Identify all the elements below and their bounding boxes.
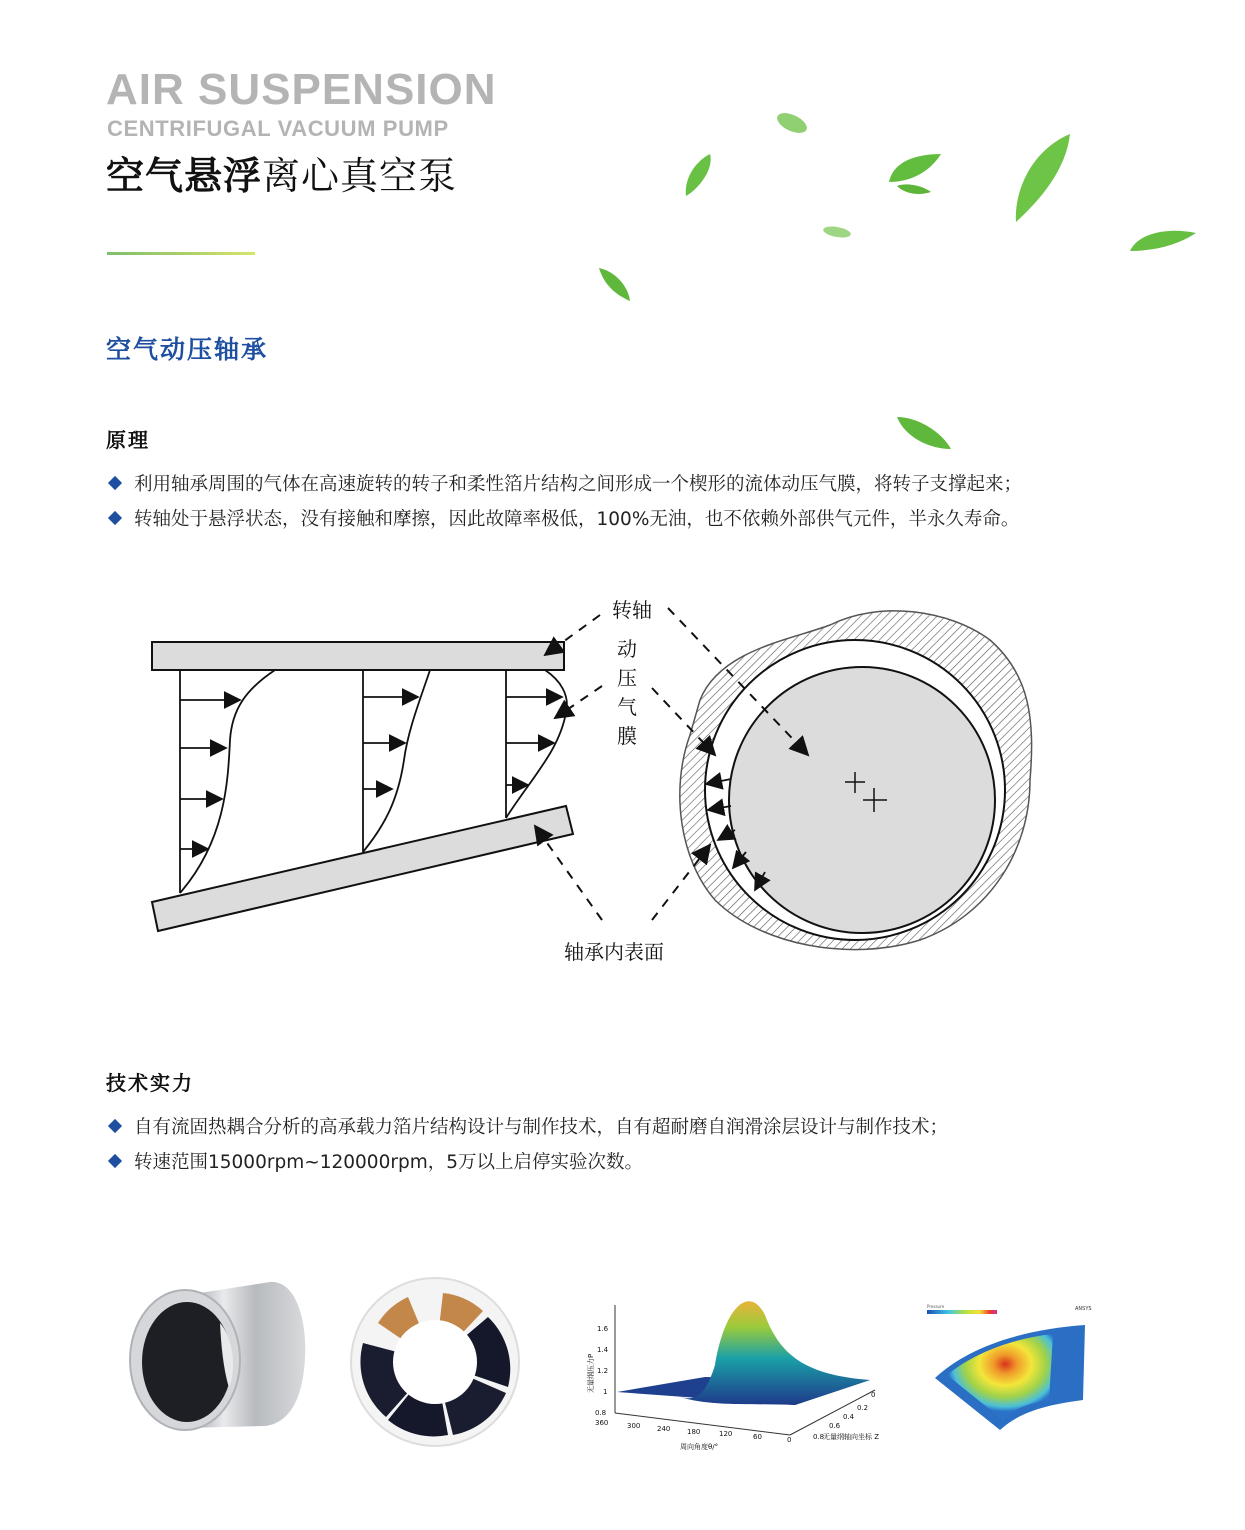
leaf-icon	[1128, 225, 1198, 255]
title-chinese	[106, 152, 457, 200]
bearing-sleeve-photo	[125, 1278, 310, 1433]
leaf-icon	[680, 150, 716, 200]
subtitle-english: CENTRIFUGAL VACUUM PUMP	[107, 116, 449, 141]
svg-text:0.4: 0.4	[843, 1413, 855, 1421]
title-english: AIR SUSPENSION	[106, 65, 497, 114]
bearing-principle-diagram	[140, 585, 1060, 975]
svg-text:Pressure: Pressure	[927, 1304, 945, 1309]
svg-text:0.8: 0.8	[813, 1433, 825, 1441]
svg-text:180: 180	[687, 1428, 701, 1436]
svg-text:1.2: 1.2	[597, 1367, 609, 1375]
list-item: 自有流固热耦合分析的高承载力箔片结构设计与制作技术，自有超耐磨自润滑涂层设计与制作技术；	[106, 1108, 948, 1143]
leaf-icon	[820, 222, 854, 242]
svg-text:60: 60	[753, 1433, 762, 1441]
svg-text:1.6: 1.6	[597, 1325, 609, 1333]
svg-text:360: 360	[595, 1419, 609, 1427]
rotor-shaft	[729, 667, 995, 933]
svg-text:1.4: 1.4	[597, 1346, 609, 1354]
svg-text:ANSYS: ANSYS	[1075, 1306, 1092, 1312]
svg-text:0.6: 0.6	[829, 1422, 841, 1430]
principle-heading: 原理	[106, 428, 150, 452]
title-chinese-light: 离心真空泵	[262, 154, 458, 198]
diamond-bullet-icon	[108, 475, 122, 489]
list-item: 利用轴承周围的气体在高速旋转的转子和柔性箔片结构之间形成一个楔形的流体动压气膜，将转子支撑起来；	[106, 465, 1022, 500]
pressure-distribution-plot	[585, 1285, 905, 1460]
svg-text:无量纲轴向坐标 Z: 无量纲轴向坐标 Z	[823, 1433, 880, 1441]
label-shaft: 转轴	[612, 598, 652, 622]
diamond-bullet-icon	[108, 1153, 122, 1167]
svg-text:300: 300	[627, 1422, 641, 1430]
svg-text:0: 0	[787, 1436, 792, 1444]
shaft-plate	[152, 642, 564, 670]
svg-text:0.2: 0.2	[857, 1404, 869, 1412]
label-bearing-surface: 轴承内表面	[564, 940, 664, 964]
label-film-3: 气	[617, 695, 637, 719]
leaf-icon	[596, 265, 636, 305]
leaf-icon	[895, 415, 955, 453]
list-item: 转速范围15000rpm~120000rpm，5万以上启停实验次数。	[106, 1143, 948, 1178]
technology-list	[106, 1108, 948, 1178]
diamond-bullet-icon	[108, 510, 122, 524]
diamond-bullet-icon	[108, 1118, 122, 1132]
section-title: 空气动压轴承	[106, 335, 269, 364]
leaf-icon	[1010, 130, 1074, 225]
title-chinese-bold: 空气悬浮	[106, 154, 263, 198]
foil-bearing-photo	[348, 1275, 523, 1450]
svg-text:120: 120	[719, 1430, 733, 1438]
label-film-2: 压	[617, 666, 637, 690]
svg-text:0.8: 0.8	[595, 1409, 607, 1417]
svg-text:周向角度θ/°: 周向角度θ/°	[680, 1443, 719, 1451]
svg-text:0: 0	[871, 1391, 876, 1399]
label-film-4: 膜	[617, 724, 637, 748]
leaf-icon	[895, 180, 935, 200]
accent-divider	[107, 252, 255, 255]
svg-text:240: 240	[657, 1425, 671, 1433]
leaf-icon	[772, 110, 812, 138]
list-item: 转轴处于悬浮状态，没有接触和摩擦，因此故障率极低，100%无油，也不依赖外部供气元件，半永久寿命。	[106, 500, 1022, 535]
ansys-pressure-contour	[925, 1300, 1110, 1435]
svg-text:无量纲压力P: 无量纲压力P	[587, 1353, 595, 1393]
principle-list	[106, 465, 1022, 535]
label-film-1: 动	[617, 637, 637, 661]
svg-text:1: 1	[603, 1388, 608, 1396]
technology-heading: 技术实力	[106, 1071, 194, 1095]
